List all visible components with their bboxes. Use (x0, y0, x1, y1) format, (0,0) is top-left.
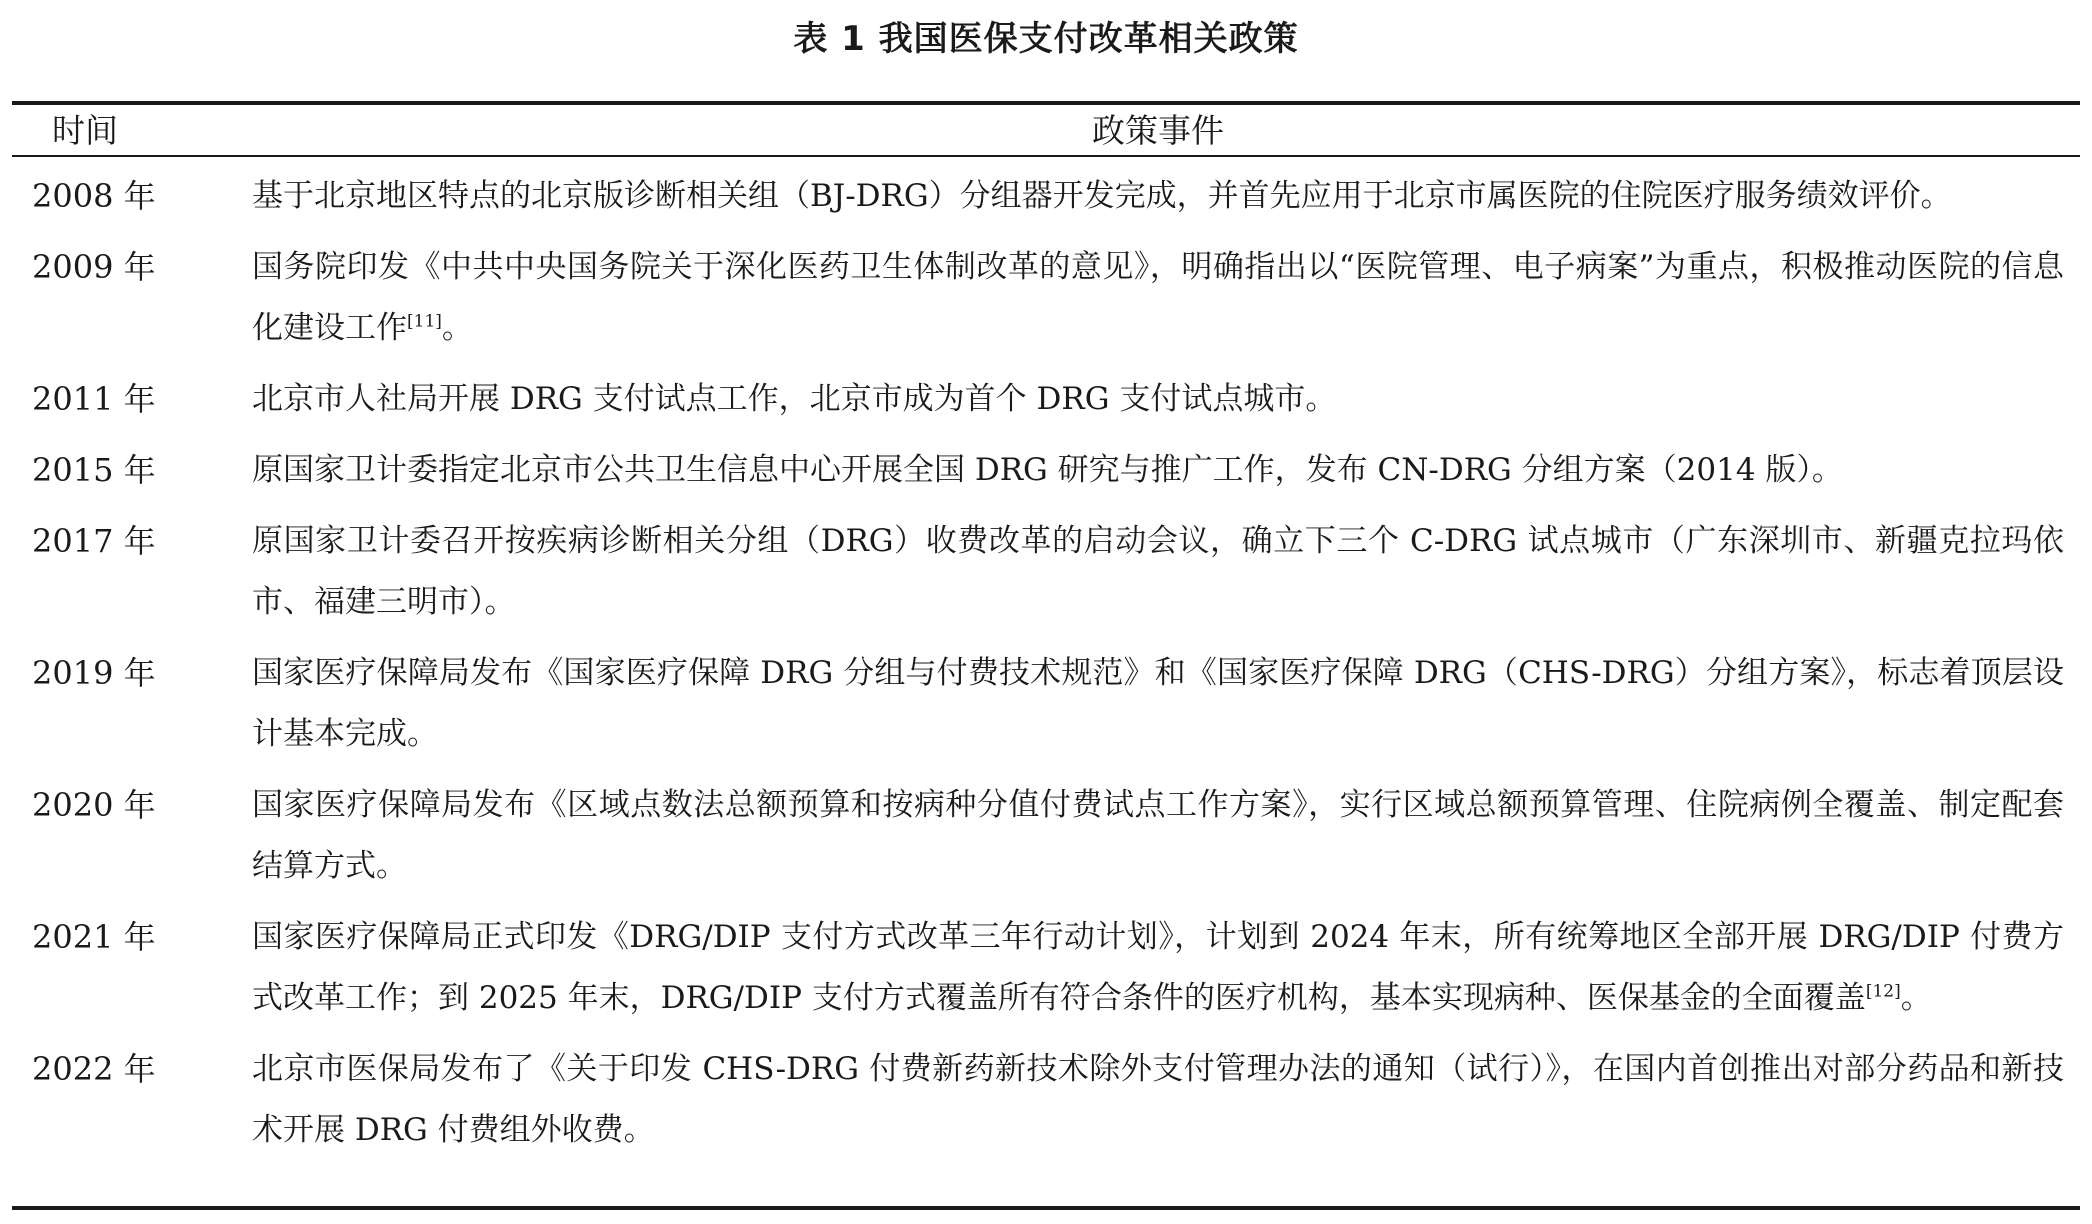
row-year: 2017 年 (32, 522, 156, 560)
row-year: 2020 年 (32, 786, 156, 824)
row-event-text: 原国家卫计委指定北京市公共卫生信息中心开展全国 DRG 研究与推广工作，发布 CN-DRG 分组方案（2014 版）。 (252, 452, 1843, 488)
row-event-text: 国务院印发《中共中央国务院关于深化医药卫生体制改革的意见》，明确指出以“医院管理、电子病案”为重点，积极推动医院的信息化建设工作 (252, 249, 2064, 346)
table-row (0, 643, 2092, 765)
row-event-text: 原国家卫计委召开按疾病诊断相关分组（DRG）收费改革的启动会议，确立下三个 C-DRG 试点城市（广东深圳市、新疆克拉玛依市、福建三明市）。 (252, 523, 2064, 620)
row-event (252, 440, 2064, 501)
table-row (0, 1039, 2092, 1161)
row-year: 2022 年 (32, 1050, 156, 1088)
row-event-text: 国家医疗保障局正式印发《DRG/DIP 支付方式改革三年行动计划》，计划到 2024 年末，所有统筹地区全部开展 DRG/DIP 付费方式改革工作；到 2025 年末，DRG/DIP 支付方式覆盖所有符合条件的医疗机构，基本实现病种、医保基金的全面覆盖 (252, 919, 2064, 1016)
table-row (0, 511, 2092, 633)
citation-ref: [11] (407, 311, 442, 332)
table-header-rule (12, 155, 2080, 157)
table-caption: 表 1 我国医保支付改革相关政策 (793, 19, 1299, 59)
table-row (0, 775, 2092, 897)
table-header-row (0, 108, 2092, 154)
row-event-tail: 。 (441, 310, 473, 346)
row-event (252, 237, 2064, 359)
row-event (252, 775, 2064, 897)
row-year: 2019 年 (32, 654, 156, 692)
row-event-text: 北京市人社局开展 DRG 支付试点工作，北京市成为首个 DRG 支付试点城市。 (252, 381, 1337, 417)
row-event (252, 643, 2064, 765)
table-row (0, 369, 2092, 430)
table-row (0, 166, 2092, 227)
table-row (0, 237, 2092, 359)
row-event (252, 369, 2064, 430)
row-event-text: 基于北京地区特点的北京版诊断相关组（BJ-DRG）分组器开发完成，并首先应用于北京市属医院的住院医疗服务绩效评价。 (252, 178, 1952, 214)
row-event (252, 907, 2064, 1029)
row-year: 2015 年 (32, 451, 156, 489)
row-event (252, 166, 2064, 227)
table-row (0, 440, 2092, 501)
row-event-text: 国家医疗保障局发布《国家医疗保障 DRG 分组与付费技术规范》和《国家医疗保障 DRG（CHS-DRG）分组方案》，标志着顶层设计基本完成。 (252, 655, 2064, 752)
row-year: 2021 年 (32, 918, 156, 956)
row-event (252, 511, 2064, 633)
table-bottom-rule (12, 1206, 2080, 1210)
row-event-tail: 。 (1900, 980, 1932, 1016)
row-year: 2011 年 (32, 380, 156, 418)
table-row (0, 907, 2092, 1029)
row-event (252, 1039, 2064, 1161)
column-header-event: 政策事件 (1092, 111, 1224, 150)
row-event-text: 北京市医保局发布了《关于印发 CHS-DRG 付费新药新技术除外支付管理办法的通知（试行）》，在国内首创推出对部分药品和新技术开展 DRG 付费组外收费。 (252, 1051, 2064, 1148)
table-body (0, 166, 2092, 1171)
row-event-text: 国家医疗保障局发布《区域点数法总额预算和按病种分值付费试点工作方案》，实行区域总额预算管理、住院病例全覆盖、制定配套结算方式。 (252, 787, 2064, 884)
row-year: 2008 年 (32, 177, 156, 215)
column-header-time: 时间 (52, 111, 118, 150)
table-top-rule (12, 101, 2080, 105)
citation-ref: [12] (1865, 981, 1901, 1002)
row-year: 2009 年 (32, 248, 156, 286)
